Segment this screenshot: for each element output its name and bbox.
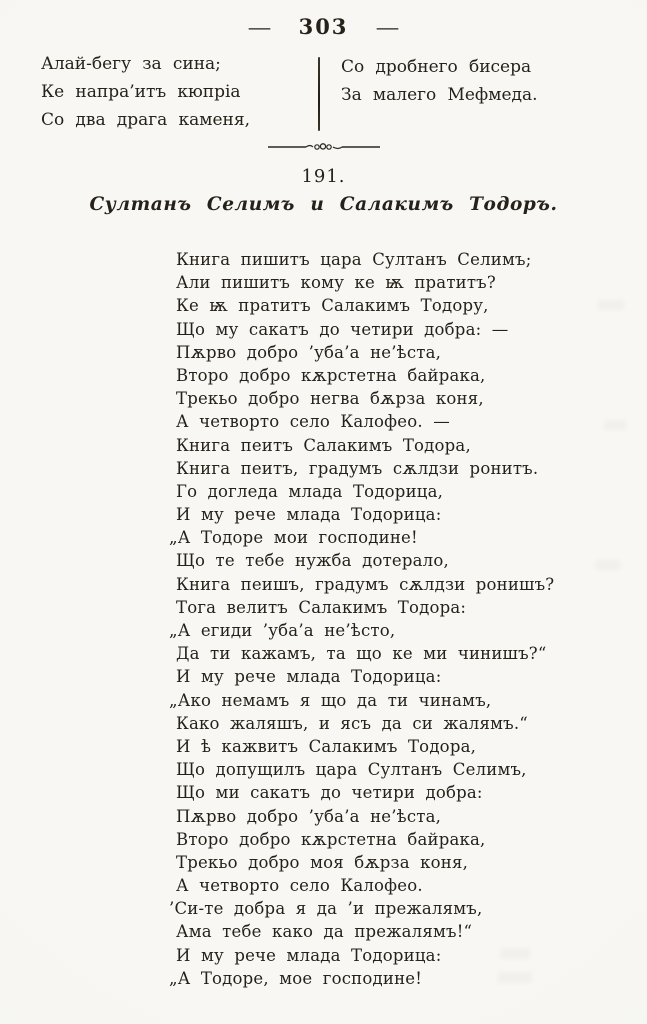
song-number: 191. bbox=[301, 166, 346, 187]
poem-line: „А егиди ’уба’а не’ѣсто, bbox=[169, 621, 396, 640]
poem-line: Ке ѭ пратитъ Салакимъ Тодору, bbox=[176, 296, 489, 316]
poem-line: Пѫрво добро ’уба’а не’ѣста, bbox=[176, 806, 442, 826]
poem-body bbox=[169, 248, 555, 990]
bleed-through-mark bbox=[598, 300, 624, 310]
poem-line: Книга пеитъ, градумъ сѫлдзи ронитъ. bbox=[176, 458, 539, 478]
poem-line: Книга пишитъ цара Султанъ Селимъ; bbox=[176, 250, 532, 269]
poem-line: Да ти кажамъ, та що ке ми чинишъ?“ bbox=[176, 644, 547, 664]
poem-line: Що те тебе нужба дотерало, bbox=[176, 551, 449, 571]
poem-line: Тога велитъ Салакимъ Тодора: bbox=[176, 597, 467, 617]
poem-line: Книга пеитъ Салакимъ Тодора, bbox=[176, 435, 471, 455]
poem-line: Трекьо добро негва бѫрза коня, bbox=[176, 389, 484, 409]
running-head bbox=[0, 14, 647, 39]
section-divider bbox=[0, 140, 647, 154]
divider-ornament-icon bbox=[266, 140, 382, 154]
previous-song-right-column bbox=[341, 53, 538, 109]
fragment-line: Алай-бегу за сина; bbox=[41, 54, 221, 74]
fragment-line: За малего Мефмеда. bbox=[341, 85, 538, 105]
poem-line: И му рече млада Тодорица: bbox=[176, 505, 442, 525]
poem-line: И му рече млада Тодорица: bbox=[176, 945, 442, 965]
poem-line: ’Си-те добра я да ’и прежалямъ, bbox=[169, 899, 483, 919]
poem-line: „А Тодоре, мое господине! bbox=[169, 968, 423, 988]
bleed-through-mark bbox=[498, 972, 532, 983]
poem-line: Трекьо добро моя бѫрза коня, bbox=[176, 852, 469, 872]
poem-line: Книга пеишъ, градумъ сѫлдзи ронишъ? bbox=[176, 574, 555, 594]
fragment-line: Ке напра’итъ кюпріа bbox=[41, 82, 241, 102]
poem-line: А четворто село Калофео. bbox=[176, 876, 423, 896]
bleed-through-mark bbox=[500, 948, 530, 959]
poem-line: Пѫрво добро ’уба’а не’ѣста, bbox=[176, 342, 442, 362]
fragment-line: Со дробнего бисера bbox=[341, 57, 532, 77]
poem-line: Що му сакатъ до четири добра: — bbox=[176, 319, 509, 339]
column-divider-rule bbox=[318, 57, 320, 131]
poem-line: Ама тебе како да прежалямъ!“ bbox=[176, 922, 473, 942]
bleed-through-mark bbox=[604, 420, 626, 430]
song-title: Султанъ Селимъ и Салакимъ Тодоръ. bbox=[89, 194, 558, 215]
header-dash-left: — bbox=[247, 17, 271, 39]
previous-song-left-column bbox=[41, 50, 250, 134]
fragment-line: Со два драга каменя, bbox=[41, 110, 250, 130]
poem-line: Второ добро кѫрстетна байрака, bbox=[176, 829, 486, 849]
poem-line: Що допущилъ цара Султанъ Селимъ, bbox=[176, 760, 527, 780]
poem-line: И му рече млада Тодорица: bbox=[176, 667, 442, 687]
poem-line: „А Тодоре мои господине! bbox=[169, 528, 418, 548]
poem-line: Що ми сакатъ до четири добра: bbox=[176, 783, 483, 803]
poem-line: Али пишитъ кому ке ѭ пратитъ? bbox=[176, 273, 496, 293]
poem-line: А четворто село Калофео. — bbox=[176, 412, 450, 432]
bleed-through-mark bbox=[596, 560, 620, 570]
header-dash-right: — bbox=[376, 17, 400, 39]
poem-line: Второ добро кѫрстетна байрака, bbox=[176, 365, 486, 385]
poem-line: Го догледа млада Тодорица, bbox=[176, 481, 444, 501]
poem-line: И ѣ кажвитъ Салакимъ Тодора, bbox=[176, 736, 477, 756]
poem-line: Како жаляшъ, и ясъ да си жалямъ.“ bbox=[176, 713, 528, 733]
poem-line: „Ако немамъ я що да ти чинамъ, bbox=[169, 690, 492, 710]
page-number: 303 bbox=[298, 14, 349, 39]
